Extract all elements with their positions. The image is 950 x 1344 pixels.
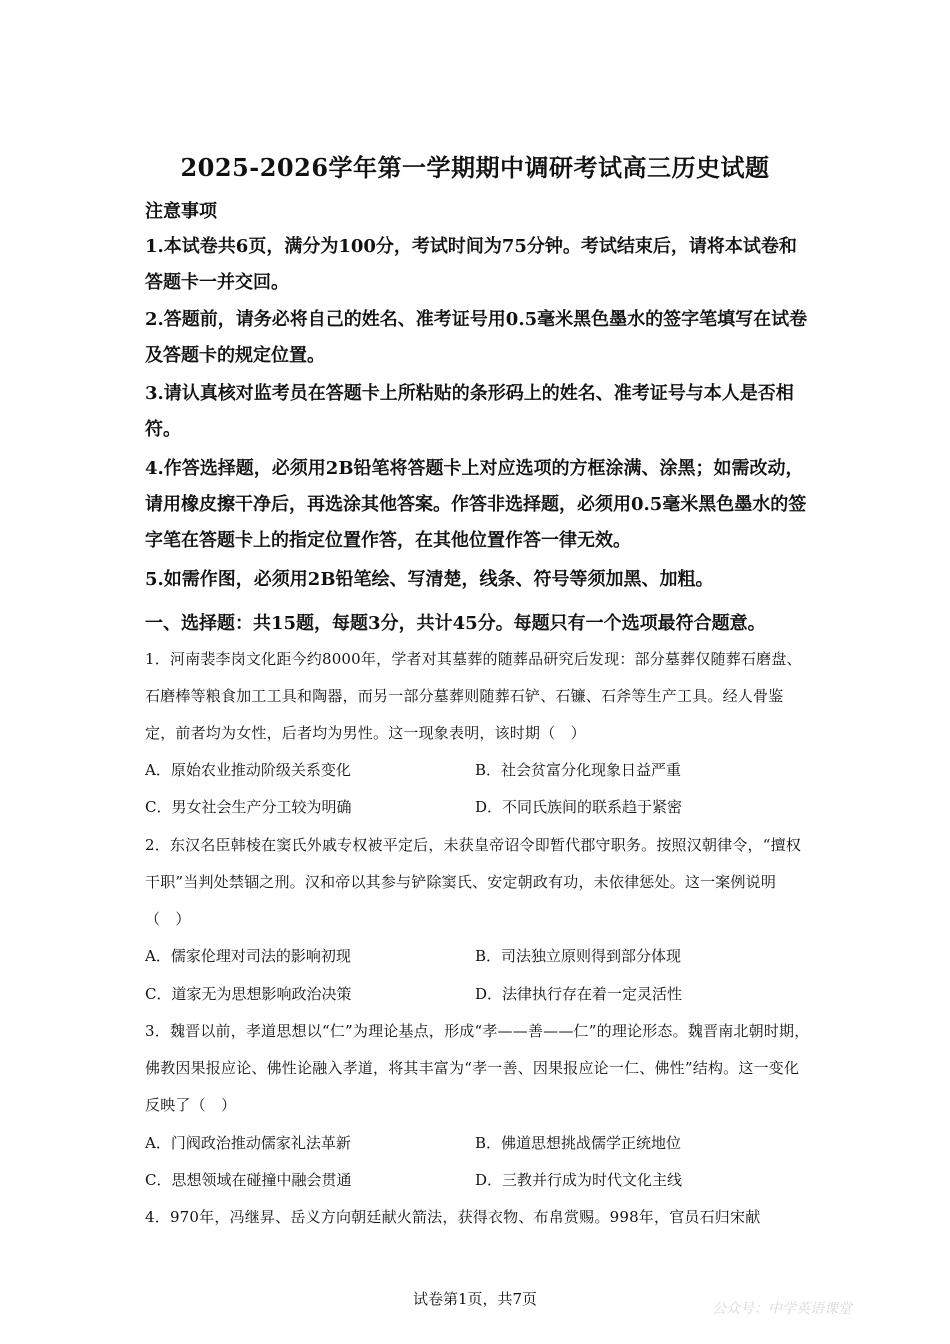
page-title: 2025-2026学年第一学期期中调研考试高三历史试题: [180, 153, 770, 182]
notice-item-3: 3.请认真核对监考员在答题卡上所粘贴的条形码上的姓名、准考证号与本人是否相符。: [145, 383, 794, 440]
page-footer: 试卷第1页，共7页: [412, 1290, 538, 1308]
question-2-option-a: A．儒家伦理对司法的影响初现: [145, 947, 351, 965]
notice-heading: 注意事项: [145, 201, 217, 222]
question-3-option-c: C．思想领域在碰撞中融会贯通: [145, 1171, 352, 1189]
notice-item-2: 2.答题前，请务必将自己的姓名、准考证号用0.5毫米黑色墨水的签字笔填写在试卷及答题卡的规定位置。: [145, 309, 808, 366]
question-3-stem: 3．魏晋以前，孝道思想以“仁”为理论基点，形成“孝——善——仁”的理论形态。魏晋南北朝时期，佛教因果报应论、佛性论融入孝道，将其丰富为“孝一善、因果报应论一仁、佛性”结构。这一变化反映了（ ）: [145, 1022, 810, 1114]
question-4-stem: 4．970年，冯继昇、岳义方向朝廷献火箭法，获得衣物、布帛赏赐。998年，官员石归宋献: [145, 1208, 761, 1226]
question-3-option-b: B．佛道思想挑战儒学正统地位: [475, 1134, 682, 1152]
question-2-option-c: C．道家无为思想影响政治决策: [145, 985, 352, 1003]
watermark: 公众号：中学英语课堂: [712, 1301, 852, 1317]
section-heading: 一、选择题：共15题，每题3分，共计45分。每题只有一个选项最符合题意。: [145, 613, 766, 634]
question-2-stem: 2．东汉名臣韩棱在窦氏外戚专权被平定后，未获皇帝诏令即暂代郡守职务。按照汉朝律令，“擅权干职”当判处禁锢之刑。汉和帝以其参与铲除窦氏、安定朝政有功，未依律惩处。这一案例说明（ ）: [145, 836, 802, 928]
question-2-option-d: D．法律执行存在着一定灵活性: [475, 985, 683, 1003]
question-3-option-a: A．门阀政治推动儒家礼法革新: [145, 1134, 351, 1152]
question-1-stem: 1．河南裴李岗文化距今约8000年，学者对其墓葬的随葬品研究后发现：部分墓葬仅随葬石磨盘、石磨棒等粮食加工工具和陶器，而另一部分墓葬则随葬石铲、石镰、石斧等生产工具。经人骨鉴定，前者均为女性，后者均为男性。这一现象表明，该时期（ ）: [145, 650, 802, 742]
question-1-option-d: D．不同氏族间的联系趋于紧密: [475, 798, 683, 816]
notice-item-4: 4.作答选择题，必须用2B铅笔将答题卡上对应选项的方框涂满、涂黑；如需改动，请用橡皮擦干净后，再选涂其他答案。作答非选择题，必须用0.5毫米黑色墨水的签字笔在答题卡上的指定位置作答，在其他位置作答一律无效。: [145, 458, 807, 551]
notice-item-1: 1.本试卷共6页，满分为100分，考试时间为75分钟。考试结束后，请将本试卷和答题卡一并交回。: [145, 236, 797, 293]
question-3-option-d: D．三教并行成为时代文化主线: [475, 1171, 683, 1189]
question-1-option-b: B．社会贫富分化现象日益严重: [475, 761, 682, 779]
question-2-option-b: B．司法独立原则得到部分体现: [475, 947, 682, 965]
question-1-option-a: A．原始农业推动阶级关系变化: [145, 761, 351, 779]
notice-item-5: 5.如需作图，必须用2B铅笔绘、写清楚，线条、符号等须加黑、加粗。: [145, 569, 714, 590]
question-1-option-c: C．男女社会生产分工较为明确: [145, 798, 352, 816]
